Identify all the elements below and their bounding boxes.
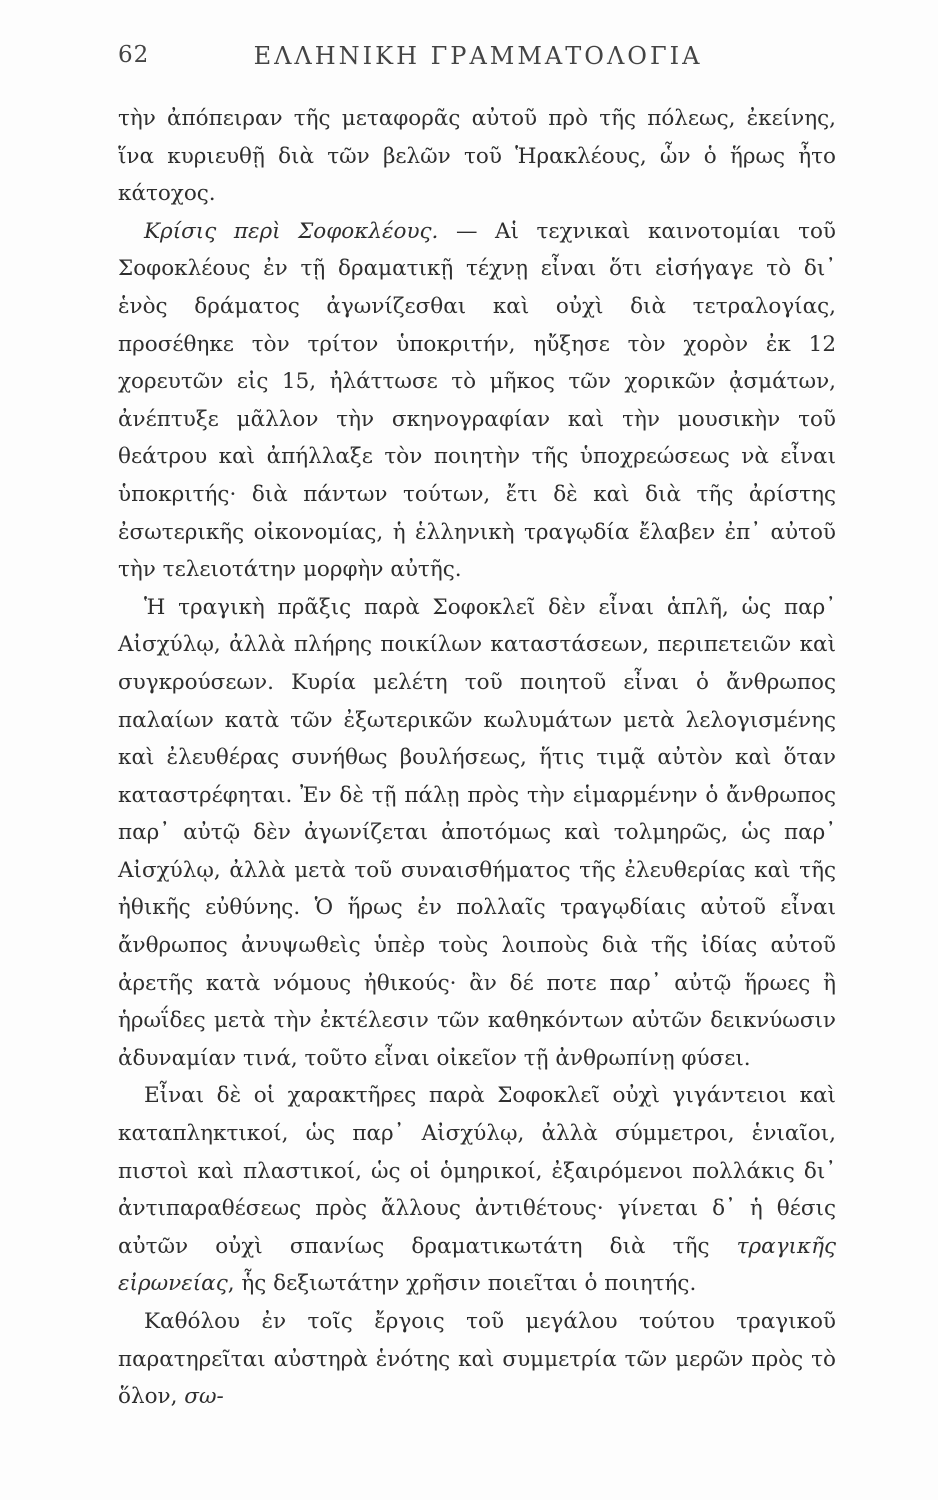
paragraph-text: — Αἱ τεχνικαὶ καινοτομίαι τοῦ Σοφοκλέους ἐν τῇ δραματικῇ τέχνῃ εἶναι ὅτι εἰσήγαγε τὸ δι᾽ ἑνὸς δράματος ἀγωνίζεσθαι καὶ οὐχὶ διὰ τετραλογίας, προσέθηκε τὸν τρίτον ὑποκριτήν, ηὔξησε τὸν χορὸν ἐκ 12 χορευτῶν εἰς 15, ἠλάττωσε τὸ μῆκος τῶν χορικῶν ᾀσμάτων, ἀνέπτυξε μᾶλλον τὴν σκηνογραφίαν καὶ τὴν μουσικὴν τοῦ θεάτρου καὶ ἀπήλλαξε τὸν ποιητὴν τῆς ὑποχρεώσεως νὰ εἶναι ὑποκριτής· διὰ πάντων τούτων, ἔτι δὲ καὶ διὰ τῆς ἀρίστης ἐσωτερικῆς οἰκονομίας, ἡ ἑλληνικὴ τραγῳδία ἔλαβεν ἐπ᾽ αὐτοῦ τὴν τελειοτάτην μορφὴν αὐτῆς.: [118, 218, 836, 583]
paragraph-text: Καθόλου ἐν τοῖς ἔργοις τοῦ μεγάλου τούτου τραγικοῦ παρατηρεῖται αὐστηρὰ ἑνότης καὶ συμμετρία τῶν μερῶν πρὸς τὸ ὅλον,: [118, 1309, 836, 1410]
paragraph-text-end: , ἧς δεξιωτάτην χρῆσιν ποιεῖται ὁ ποιητής.: [227, 1271, 697, 1297]
paragraph-text: τὴν ἀπόπειραν τῆς μεταφορᾶς αὐτοῦ πρὸ τῆς πόλεως, ἐκείνης, ἵνα κυριευθῇ διὰ τῶν βελῶν τοῦ Ἡρακλέους, ὧν ὁ ἥρως ἦτο κάτοχος.: [118, 106, 836, 207]
page-number: 62: [118, 42, 150, 68]
emphasis-text: τραγικῆς εἰρωνείας: [118, 1233, 836, 1297]
paragraph-text: Εἶναι δὲ οἱ χαρακτῆρες παρὰ Σοφοκλεῖ οὐχὶ γιγάντειοι καὶ καταπληκτικοί, ὡς παρ᾽ Αἰσχύλῳ, ἀλλὰ σύμμετροι, ἑνιαῖοι, πιστοὶ καὶ πλαστικοί, ὡς οἱ ὁμηρικοί, ἐξαιρόμενοι πολλάκις δι᾽ ἀντιπαραθέσεως πρὸς ἄλλους ἀντιθέτους· γίνεται δ᾽ ἡ θέσις αὐτῶν οὐχὶ σπανίως δραματικωτάτη διὰ τῆς: [118, 1083, 836, 1259]
paragraph-critique: [118, 213, 836, 589]
running-title: ΕΛΛΗΝΙΚΗ ΓΡΑΜΜΑΤΟΛΟΓΙΑ: [253, 42, 703, 70]
paragraph-text: Ἡ τραγικὴ πρᾶξις παρὰ Σοφοκλεῖ δὲν εἶναι ἁπλῆ, ὡς παρ᾽ Αἰσχύλῳ, ἀλλὰ πλήρης ποικίλων καταστάσεων, περιπετειῶν καὶ συγκρούσεων. Κυρία μελέτη τοῦ ποιητοῦ εἶναι ὁ ἄνθρωπος παλαίων κατὰ τῶν ἐξωτερικῶν κωλυμάτων μετὰ λελογισμένης καὶ ἐλευθέρας συνήθως βουλήσεως, ἥτις τιμᾷ αὐτὸν καὶ ὅταν καταστρέφηται. Ἐν δὲ τῇ πάλῃ πρὸς τὴν εἱμαρμένην ὁ ἄνθρωπος παρ᾽ αὐτῷ δὲν ἀγωνίζεται ἀποτόμως καὶ τολμηρῶς, ὡς παρ᾽ Αἰσχύλῳ, ἀλλὰ μετὰ τοῦ συναισθήματος τῆς ἐλευθερίας καὶ τῆς ἠθικῆς εὐθύνης. Ὁ ἥρως ἐν πολλαῖς τραγῳδίαις αὐτοῦ εἶναι ἄνθρωπος ἀνυψωθεὶς ὑπὲρ τοὺς λοιποὺς διὰ τῆς ἰδίας αὐτοῦ ἀρετῆς κατὰ νόμους ἠθικούς· ἂν δέ ποτε παρ᾽ αὐτῷ ἥρωες ἢ ἡρωΐδες μετὰ τὴν ἐκτέλεσιν τῶν καθηκόντων αὐτῶν δεικνύωσιν ἀδυναμίαν τινά, τοῦτο εἶναι οἰκεῖον τῇ ἀνθρωπίνῃ φύσει.: [118, 594, 836, 1071]
paragraph-continuation: [118, 100, 836, 213]
paragraph-tragic-action: [118, 589, 836, 1078]
section-heading: Κρίσις περὶ Σοφοκλέους.: [144, 218, 439, 244]
body-text: [118, 100, 836, 1416]
emphasis-text: σω-: [184, 1384, 224, 1410]
paragraph-unity: [118, 1303, 836, 1416]
running-header: [118, 38, 838, 78]
paragraph-characters: [118, 1077, 836, 1303]
